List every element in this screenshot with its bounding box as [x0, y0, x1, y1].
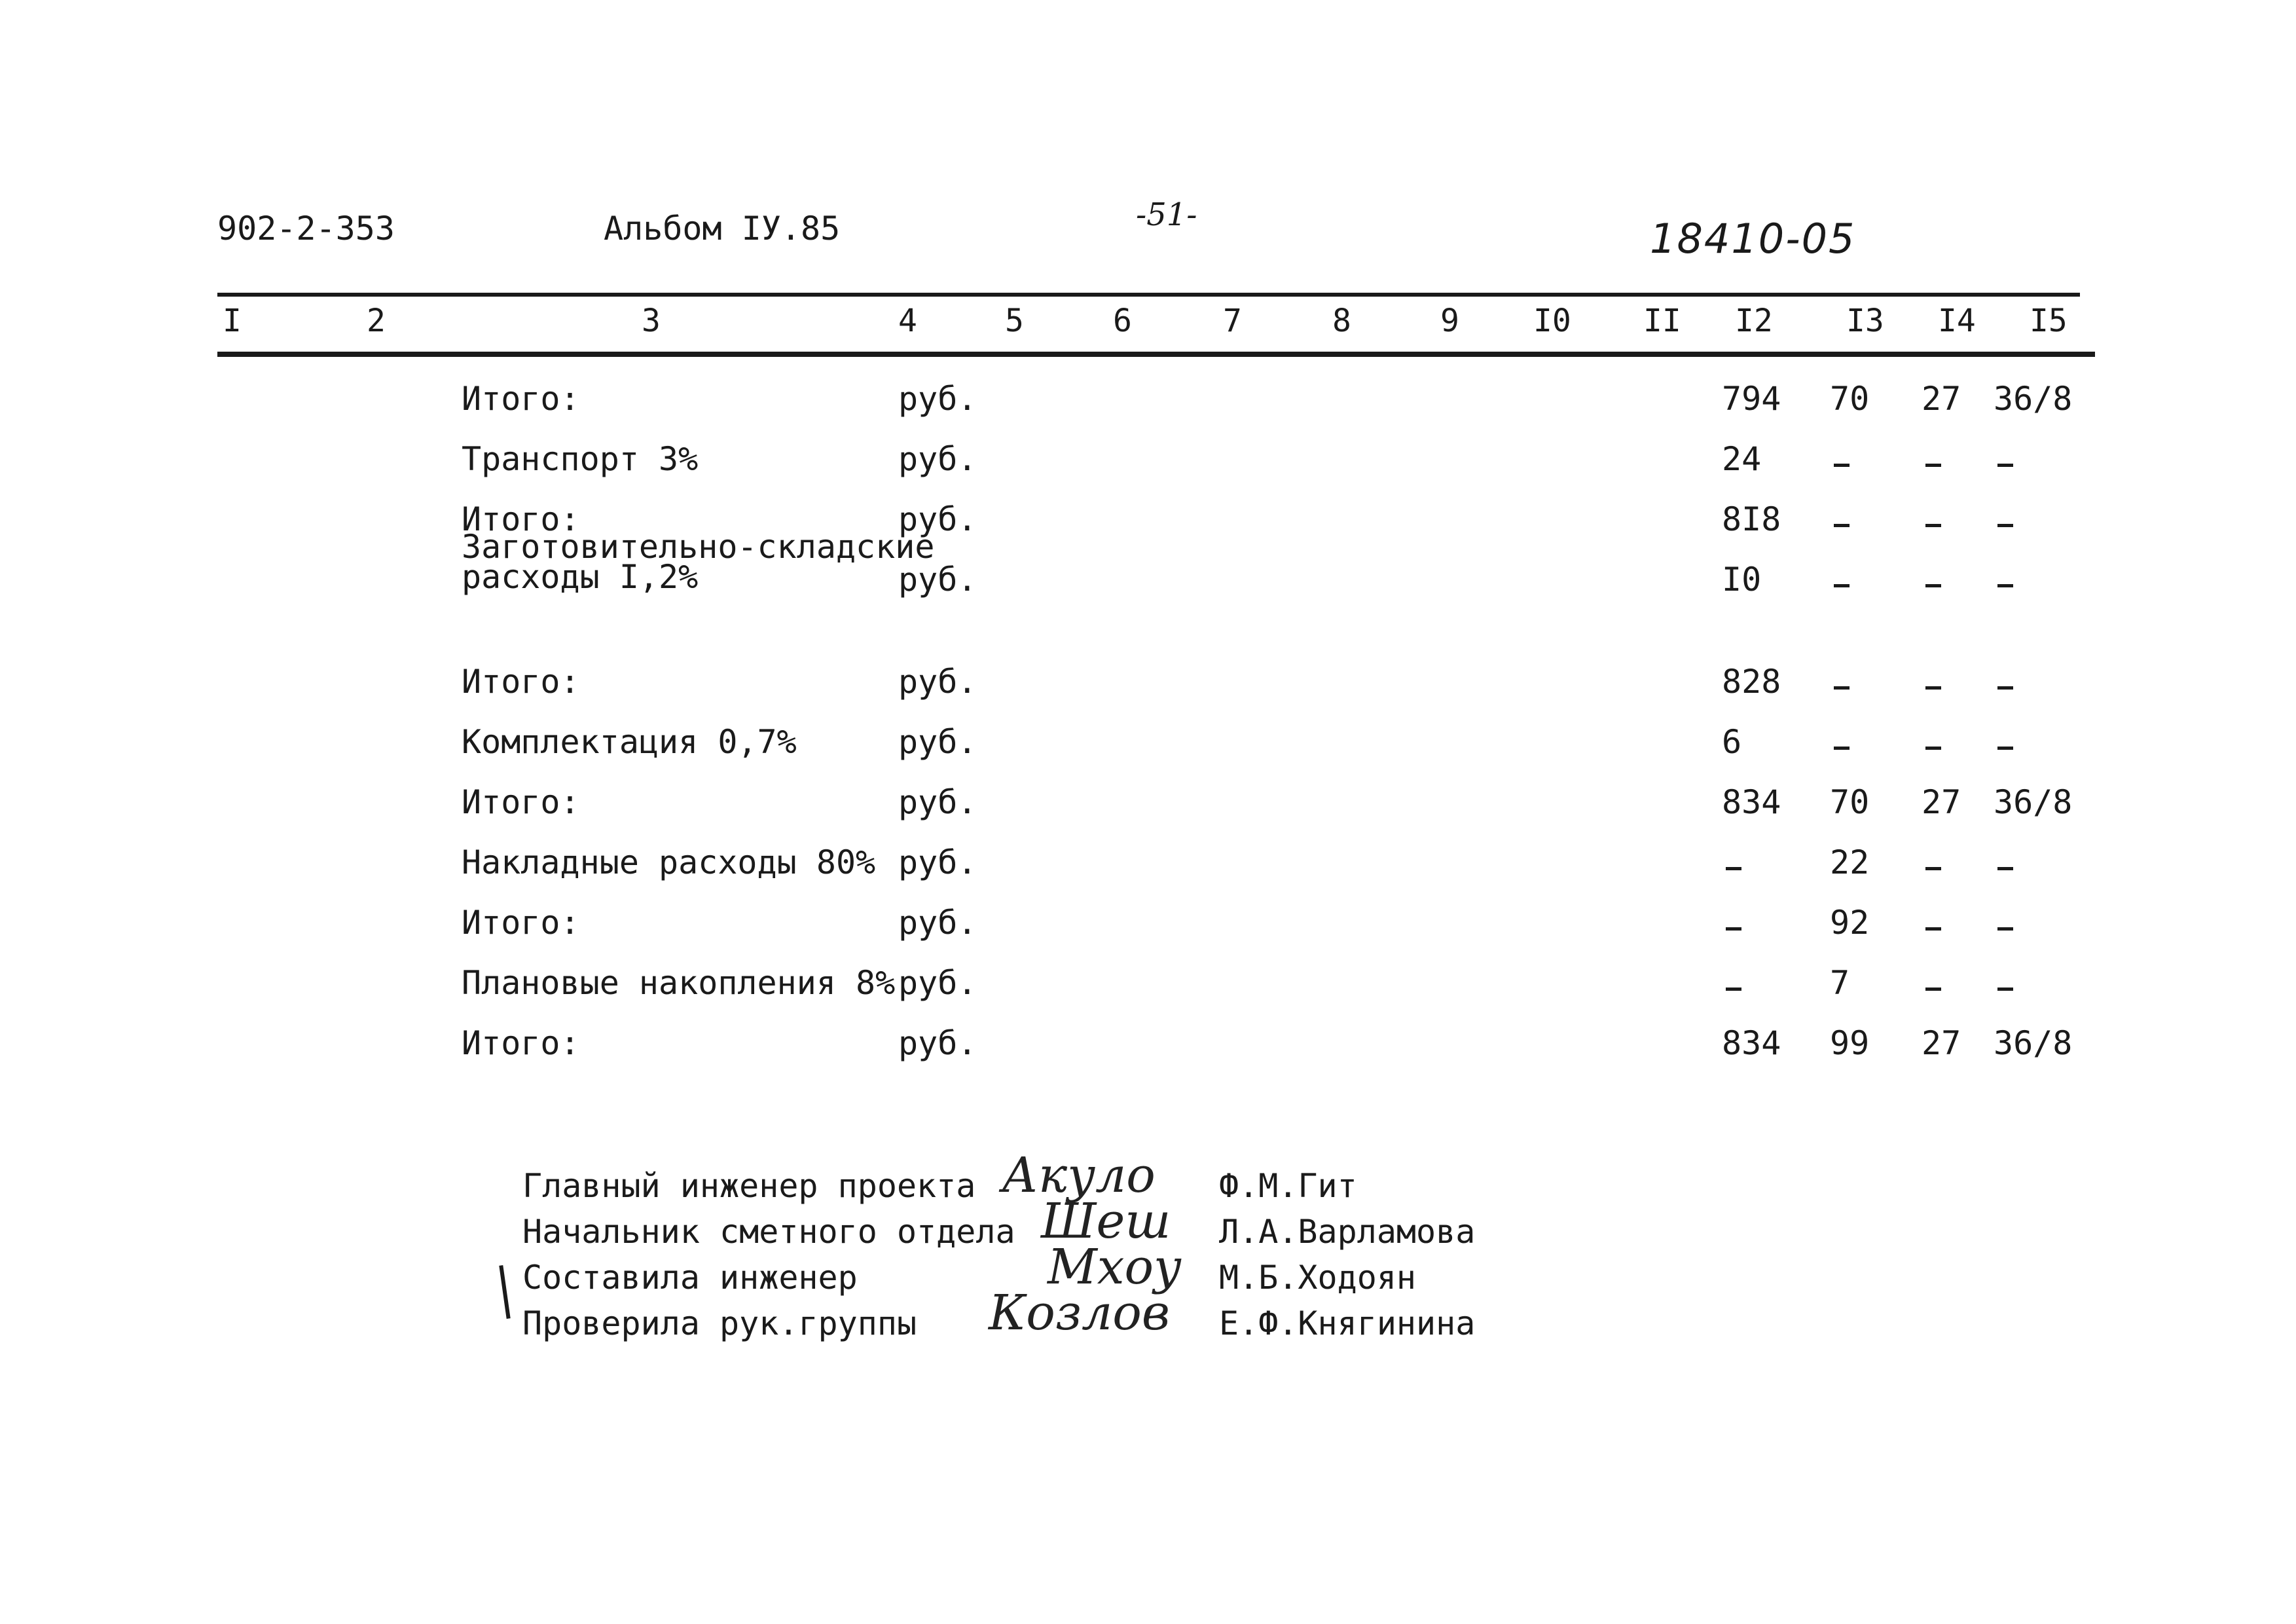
- row-unit: руб.: [898, 783, 977, 821]
- row-unit: руб.: [898, 500, 977, 538]
- row-description: Плановые накопления 8%: [462, 964, 896, 1002]
- cell-col-13: 70: [1830, 783, 1870, 821]
- row-description: Итого:: [462, 500, 580, 538]
- cell-col-13: 70: [1830, 380, 1870, 418]
- cell-col-14: 27: [1922, 1024, 1961, 1062]
- column-number-11: II: [1643, 303, 1681, 339]
- column-number-8: 8: [1332, 303, 1351, 339]
- row-description: Итого:: [462, 663, 580, 701]
- signatory-name: Ф.М.Гит: [1219, 1167, 1357, 1205]
- signatory-role: Главный инженер проекта: [522, 1167, 976, 1205]
- page-number: -51-: [1136, 196, 1197, 233]
- signatory-role: Начальник сметного отдела: [522, 1213, 1015, 1251]
- row-unit: руб.: [898, 843, 977, 881]
- column-number-6: 6: [1113, 303, 1132, 339]
- row-description: расходы I,2%: [462, 558, 699, 596]
- handwritten-signature: Мхоу: [1048, 1239, 1182, 1295]
- column-number-1: I: [223, 303, 242, 339]
- cell-col-15: 36/8: [1994, 380, 2073, 418]
- row-description: Накладные расходы 80%: [462, 843, 876, 881]
- cell-col-15-dash: [1997, 927, 2013, 931]
- row-unit: руб.: [898, 964, 977, 1002]
- document-number: 18410-05: [1650, 215, 1856, 263]
- cell-col-15: 36/8: [1994, 783, 2073, 821]
- cell-col-12-dash: [1726, 987, 1741, 991]
- cell-col-13-dash: [1834, 464, 1850, 467]
- cell-col-14-dash: [1925, 464, 1941, 467]
- column-number-10: I0: [1533, 303, 1571, 339]
- cell-col-14-dash: [1925, 686, 1941, 690]
- cell-col-13: 7: [1830, 964, 1850, 1002]
- column-number-4: 4: [898, 303, 917, 339]
- handwritten-signature: Козлов: [989, 1285, 1170, 1341]
- row-unit: руб.: [898, 561, 977, 599]
- row-description: Комплектация 0,7%: [462, 723, 797, 761]
- row-description: Итого:: [462, 904, 580, 942]
- column-number-14: I4: [1938, 303, 1976, 339]
- cell-col-14-dash: [1925, 747, 1941, 750]
- handwritten-signature: Шеш: [1041, 1193, 1171, 1249]
- cell-col-14-dash: [1925, 987, 1941, 991]
- signatory-name: М.Б.Ходоян: [1219, 1259, 1417, 1297]
- cell-col-14-dash: [1925, 867, 1941, 870]
- cell-col-13: 92: [1830, 904, 1870, 942]
- column-number-2: 2: [367, 303, 386, 339]
- cell-col-13: 99: [1830, 1024, 1870, 1062]
- cell-col-15-dash: [1997, 747, 2013, 750]
- cell-col-15-dash: [1997, 464, 2013, 467]
- margin-check-mark: [499, 1265, 510, 1319]
- table-top-rule: [217, 293, 2080, 297]
- row-unit: руб.: [898, 723, 977, 761]
- cell-col-14-dash: [1925, 584, 1941, 587]
- cell-col-12: 794: [1722, 380, 1781, 418]
- cell-col-12-dash: [1726, 927, 1741, 931]
- cell-col-12: I0: [1722, 561, 1762, 599]
- album-label: Альбом IУ.85: [604, 210, 841, 248]
- cell-col-14: 27: [1922, 783, 1961, 821]
- row-description: Итого:: [462, 380, 580, 418]
- cell-col-15-dash: [1997, 867, 2013, 870]
- cell-col-12: 8I8: [1722, 500, 1781, 538]
- cell-col-12: 24: [1722, 440, 1762, 478]
- row-unit: руб.: [898, 380, 977, 418]
- signatory-name: Е.Ф.Княгинина: [1219, 1304, 1476, 1342]
- column-number-13: I3: [1846, 303, 1884, 339]
- cell-col-12-dash: [1726, 867, 1741, 870]
- row-description: Заготовительно-складские: [462, 528, 935, 566]
- cell-col-13-dash: [1834, 584, 1850, 587]
- handwritten-signature: Акуло: [1002, 1147, 1156, 1204]
- column-number-12: I2: [1735, 303, 1773, 339]
- column-number-5: 5: [1005, 303, 1024, 339]
- cell-col-14: 27: [1922, 380, 1961, 418]
- project-code: 902-2-353: [217, 210, 395, 248]
- cell-col-14-dash: [1925, 524, 1941, 527]
- table-header-rule: [217, 352, 2095, 357]
- cell-col-15-dash: [1997, 987, 2013, 991]
- cell-col-13-dash: [1834, 524, 1850, 527]
- cell-col-15-dash: [1997, 584, 2013, 587]
- cell-col-12: 834: [1722, 783, 1781, 821]
- column-number-3: 3: [642, 303, 661, 339]
- signatory-role: Составила инженер: [522, 1259, 858, 1297]
- row-unit: руб.: [898, 1024, 977, 1062]
- signatory-role: Проверила рук.группы: [522, 1304, 917, 1342]
- row-description: Транспорт 3%: [462, 440, 699, 478]
- cell-col-13: 22: [1830, 843, 1870, 881]
- row-description: Итого:: [462, 783, 580, 821]
- row-unit: руб.: [898, 904, 977, 942]
- cell-col-12: 828: [1722, 663, 1781, 701]
- row-unit: руб.: [898, 663, 977, 701]
- cell-col-13-dash: [1834, 747, 1850, 750]
- signatory-name: Л.А.Варламова: [1219, 1213, 1476, 1251]
- cell-col-14-dash: [1925, 927, 1941, 931]
- cell-col-15: 36/8: [1994, 1024, 2073, 1062]
- cell-col-15-dash: [1997, 686, 2013, 690]
- cell-col-15-dash: [1997, 524, 2013, 527]
- column-number-9: 9: [1440, 303, 1459, 339]
- row-description: Итого:: [462, 1024, 580, 1062]
- row-unit: руб.: [898, 440, 977, 478]
- cell-col-12: 834: [1722, 1024, 1781, 1062]
- column-number-15: I5: [2030, 303, 2068, 339]
- column-number-7: 7: [1223, 303, 1242, 339]
- cell-col-12: 6: [1722, 723, 1742, 761]
- cell-col-13-dash: [1834, 686, 1850, 690]
